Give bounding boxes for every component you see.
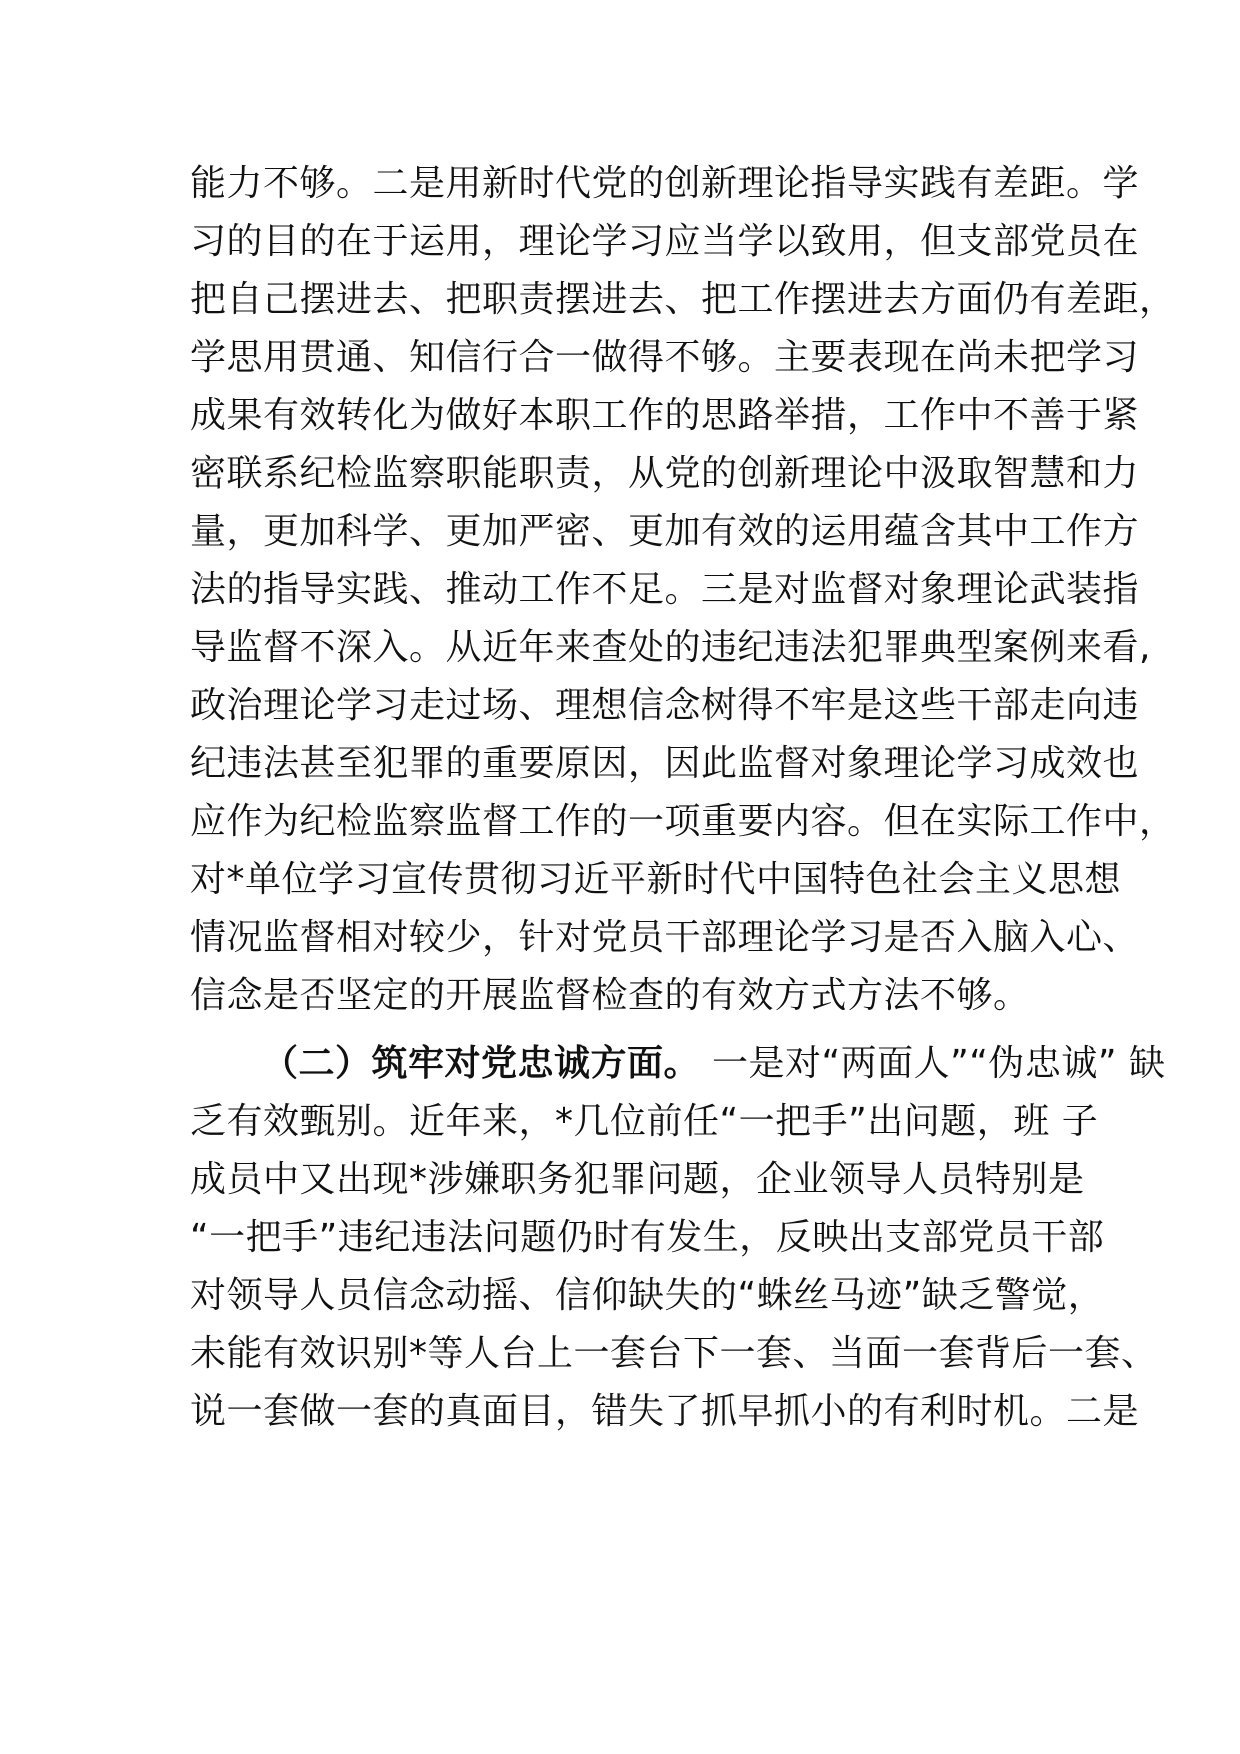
paragraph-first-line-text: 一是对“两面人”“伪忠诚” 缺 xyxy=(700,1043,1166,1084)
paragraph-line: 应作为纪检监察监督工作的一项重要内容。但在实际工作中， xyxy=(190,801,1176,842)
paragraph-2 xyxy=(190,1035,1166,1441)
paragraph-line: “一把手”违纪违法问题仍时有发生，反映出支部党员干部 xyxy=(190,1217,1105,1258)
paragraph-line: 对*单位学习宣传贯彻习近平新时代中国特色社会主义思想 xyxy=(190,859,1122,900)
paragraph-line: 信念是否坚定的开展监督检查的有效方式方法不够。 xyxy=(190,975,1030,1016)
paragraph-line: 导监督不深入。从近年来查处的违纪违法犯罪典型案例来看, xyxy=(190,627,1151,668)
paragraph-line: 情况监督相对较少，针对党员干部理论学习是否入脑入心、 xyxy=(190,917,1140,958)
paragraph-line: 法的指导实践、推动工作不足。三是对监督对象理论武装指 xyxy=(190,569,1140,610)
paragraph-line: 政治理论学习走过场、理想信念树得不牢是这些干部走向违 xyxy=(190,685,1140,726)
paragraph-line: 学思用贯通、知信行合一做得不够。主要表现在尚未把学习 xyxy=(190,337,1140,378)
paragraph-line: 成员中又出现*涉嫌职务犯罪问题，企业领导人员特别是 xyxy=(190,1159,1085,1200)
paragraph-line: 说一套做一套的真面目，错失了抓早抓小的有利时机。二是 xyxy=(190,1391,1140,1432)
paragraph-line: 乏有效甄别。近年来，*几位前任“一把手”出问题，班 子 xyxy=(190,1101,1099,1142)
paragraph-first-line xyxy=(190,1035,1166,1093)
paragraph-line: 纪违法甚至犯罪的重要原因，因此监督对象理论学习成效也 xyxy=(190,743,1140,784)
paragraph-1 xyxy=(190,155,1176,1025)
paragraph-line: 对领导人员信念动摇、信仰缺失的“蛛丝马迹”缺乏警觉， xyxy=(190,1275,1105,1316)
paragraph-line: 未能有效识别*等人台上一套台下一套、当面一套背后一套、 xyxy=(190,1333,1158,1374)
paragraph-line: 把自己摆进去、把职责摆进去、把工作摆进去方面仍有差距， xyxy=(190,279,1176,320)
paragraph-line: 成果有效转化为做好本职工作的思路举措，工作中不善于紧 xyxy=(190,395,1140,436)
paragraph-line: 密联系纪检监察职能职责，从党的创新理论中汲取智慧和力 xyxy=(190,453,1140,494)
section-heading: （二）筑牢对党忠诚方面。 xyxy=(262,1043,701,1084)
paragraph-line: 习的目的在于运用，理论学习应当学以致用，但支部党员在 xyxy=(190,221,1140,262)
paragraph-line: 能力不够。二是用新时代党的创新理论指导实践有差距。学 xyxy=(190,163,1140,204)
paragraph-line: 量，更加科学、更加严密、更加有效的运用蕴含其中工作方 xyxy=(190,511,1140,552)
